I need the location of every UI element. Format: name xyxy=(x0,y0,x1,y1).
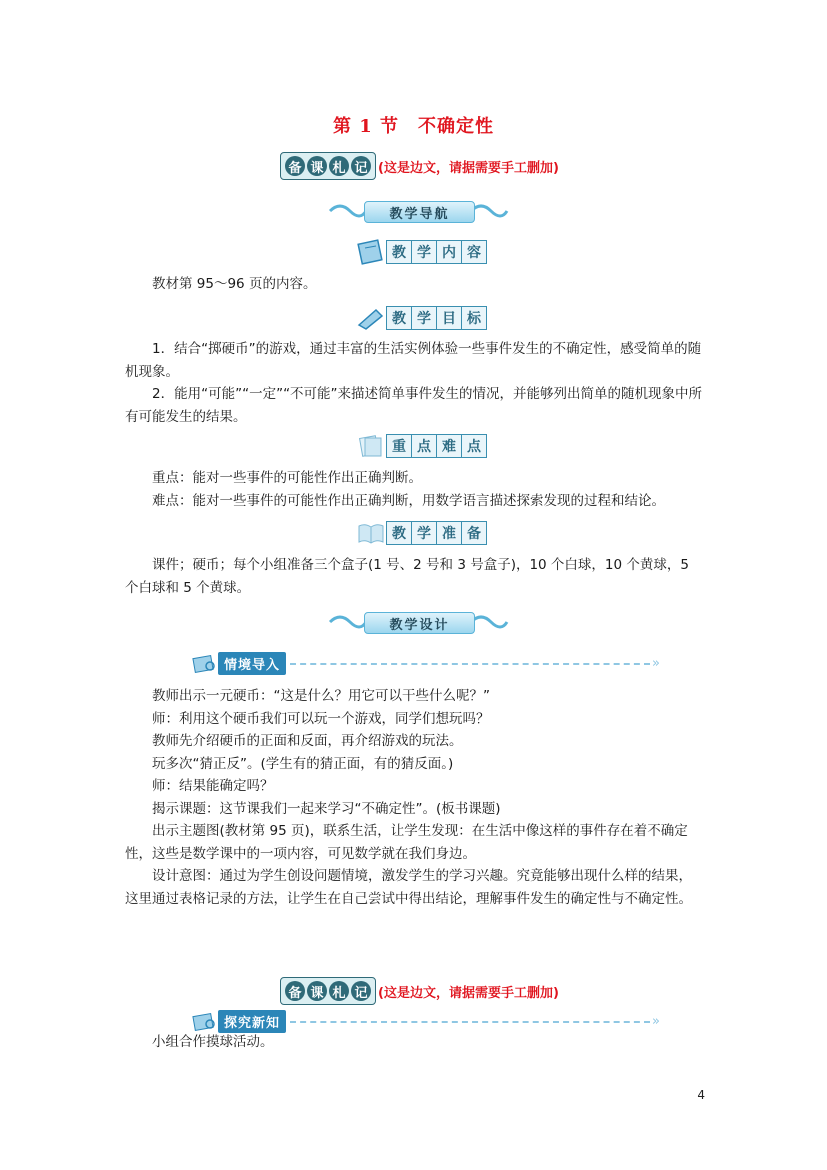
beike-char: 备 xyxy=(285,156,305,176)
explore-tag xyxy=(192,1010,660,1033)
beike-char: 课 xyxy=(307,156,327,176)
page-title: 第 1 节 不确定性 xyxy=(332,116,495,137)
intro-line: 师：结果能确定吗？ xyxy=(152,778,274,794)
beike-char: 札 xyxy=(329,156,349,176)
double-chevron-icon: » xyxy=(652,656,660,671)
section-char: 目 xyxy=(437,307,462,329)
intro-line: 设计意图：通过为学生创设问题情境，激发学生的学习兴趣。究竟能够出现什么样的结果，这里通过表格记录的方法，让学生在自己尝试中得出结论，理解事件发生的确定性与不确定性。 xyxy=(125,868,692,907)
section-char: 容 xyxy=(462,241,486,263)
section-char: 学 xyxy=(412,241,437,263)
section-header-prep xyxy=(356,519,487,547)
beike-char: 记 xyxy=(351,156,371,176)
section-char: 点 xyxy=(462,435,486,457)
keypoints-paragraph xyxy=(125,467,703,512)
margin-note-text: (这是边文，请据需要手工删加) xyxy=(378,160,559,176)
book-icon xyxy=(356,239,386,265)
goals-paragraph xyxy=(125,338,703,428)
section-char: 重 xyxy=(387,435,412,457)
section-char: 学 xyxy=(412,307,437,329)
keypoint-item: 重点：能对一些事件的可能性作出正确判断。 xyxy=(152,470,422,486)
content-paragraph xyxy=(125,273,703,296)
beike-badge xyxy=(280,977,376,1005)
section-char: 准 xyxy=(437,522,462,544)
section-char: 点 xyxy=(412,435,437,457)
dashed-divider xyxy=(290,663,650,665)
guide-ribbon-label: 教学导航 xyxy=(364,201,475,223)
section-char: 学 xyxy=(412,522,437,544)
papers-icon xyxy=(356,433,386,459)
beike-char: 记 xyxy=(351,981,371,1001)
keypoint-item: 难点：能对一些事件的可能性作出正确判断，用数学语言描述探索发现的过程和结论。 xyxy=(152,492,665,509)
intro-line: 揭示课题：这节课我们一起来学习“不确定性”。(板书课题) xyxy=(152,800,501,817)
beike-char: 札 xyxy=(329,981,349,1001)
section-header-goals xyxy=(356,304,487,332)
margin-note-text: (这是边文，请据需要手工删加) xyxy=(378,985,559,1001)
beike-char: 备 xyxy=(285,981,305,1001)
intro-tag xyxy=(192,652,660,675)
section-char: 标 xyxy=(462,307,486,329)
pen-icon xyxy=(356,305,386,331)
explore-paragraph xyxy=(125,1031,703,1054)
margin-note-header xyxy=(280,977,559,1005)
intro-line: 教师出示一元硬币：“这是什么？用它可以干些什么呢？” xyxy=(152,688,490,704)
magnifier-icon xyxy=(192,653,218,675)
section-char: 备 xyxy=(462,522,486,544)
dashed-divider xyxy=(290,1021,650,1023)
intro-line: 玩多次“猜正反”。(学生有的猜正面，有的猜反面。) xyxy=(152,755,454,772)
section-char: 教 xyxy=(387,307,412,329)
section-char: 难 xyxy=(437,435,462,457)
prep-paragraph xyxy=(125,554,703,599)
double-chevron-icon: » xyxy=(652,1014,660,1029)
design-ribbon-label: 教学设计 xyxy=(364,612,475,634)
beike-badge xyxy=(280,152,376,180)
intro-tag-label: 情境导入 xyxy=(218,652,286,675)
explore-text: 小组合作摸球活动。 xyxy=(152,1034,274,1050)
intro-line: 师：利用这个硬币我们可以玩一个游戏，同学们想玩吗？ xyxy=(152,710,490,727)
intro-line: 出示主题图(教材第 95 页)，联系生活，让学生发现：在生活中像这样的事件存在着不确定性，这些是数学课中的一项内容，可见数学就在我们身边。 xyxy=(125,823,688,862)
page-number: 4 xyxy=(697,1088,705,1102)
section-header-content xyxy=(356,238,487,266)
intro-paragraph xyxy=(125,685,703,910)
content-text: 教材第 95～96 页的内容。 xyxy=(152,276,317,292)
magnifier-icon xyxy=(192,1011,218,1033)
prep-text: 课件；硬币；每个小组准备三个盒子(1 号、2 号和 3 号盒子)，10 个白球，10 个黄球，5 个白球和 5 个黄球。 xyxy=(125,557,689,596)
goal-item: 1．结合“掷硬币”的游戏，通过丰富的生活实例体验一些事件发生的不确定性，感受简单的随机现象。 xyxy=(125,341,702,380)
section-header-keypoints xyxy=(356,432,487,460)
guide-ribbon xyxy=(326,197,511,225)
goal-item: 2．能用“可能”“一定”“不可能”来描述简单事件发生的情况，并能够列出简单的随机现象中所有可能发生的结果。 xyxy=(125,386,703,425)
design-ribbon xyxy=(326,608,511,636)
intro-line: 教师先介绍硬币的正面和反面，再介绍游戏的玩法。 xyxy=(152,733,463,749)
margin-note-header xyxy=(280,152,559,180)
section-char: 教 xyxy=(387,522,412,544)
section-char: 内 xyxy=(437,241,462,263)
beike-char: 课 xyxy=(307,981,327,1001)
explore-tag-label: 探究新知 xyxy=(218,1010,286,1033)
section-char: 教 xyxy=(387,241,412,263)
open-book-icon xyxy=(356,520,386,546)
